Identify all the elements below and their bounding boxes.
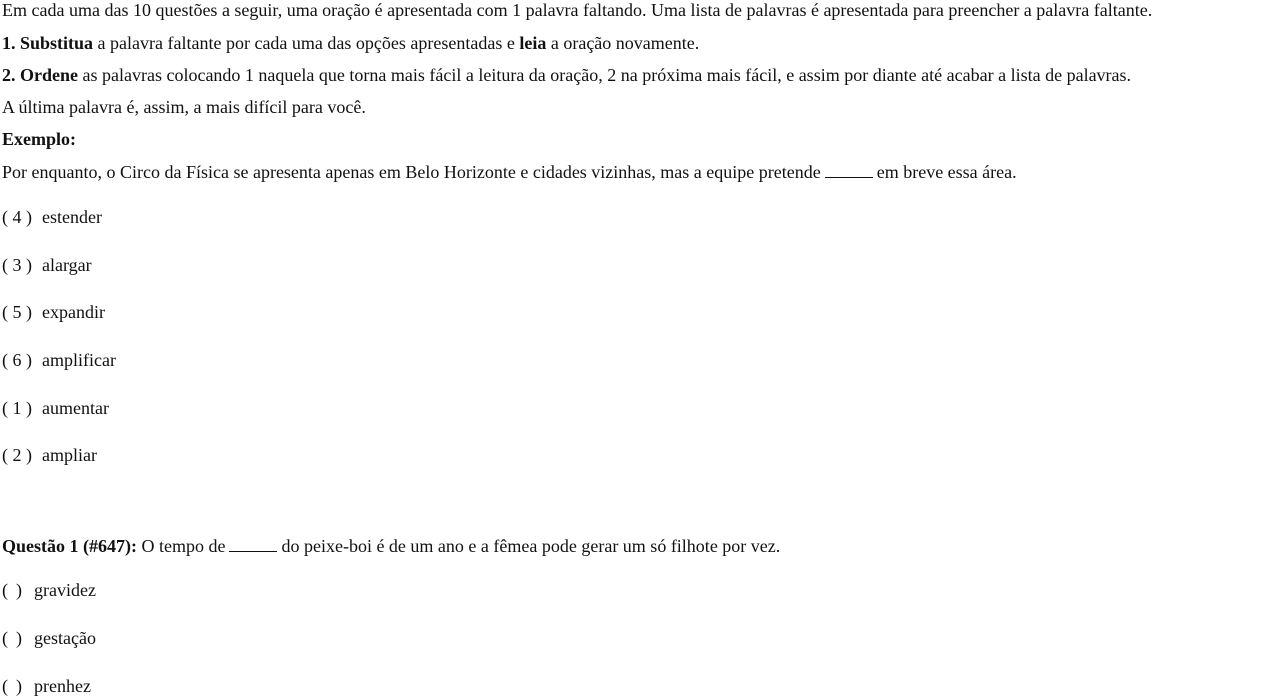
intro-step-2 bbox=[2, 65, 1131, 85]
example-sentence-before: Por enquanto, o Circo da Física se apresenta apenas em Belo Horizonte e cidades vizinhas, mas a equipe pretende bbox=[2, 162, 821, 182]
example-word: amplificar bbox=[42, 350, 116, 370]
example-option bbox=[2, 207, 102, 227]
intro-step-1 bbox=[2, 33, 699, 53]
example-option bbox=[2, 350, 116, 370]
example-rank-box: ( 5 ) bbox=[2, 302, 32, 322]
step-1-keyword: 1. Substitua bbox=[2, 33, 94, 53]
step-1-text-b: a oração novamente. bbox=[546, 33, 700, 53]
question-1-blank bbox=[229, 539, 277, 552]
option-word: gravidez bbox=[34, 580, 96, 600]
example-rank-box: ( 2 ) bbox=[2, 445, 32, 465]
question-1-label: Questão 1 (#647): bbox=[2, 536, 137, 556]
example-rank-box: ( 1 ) bbox=[2, 398, 32, 418]
question-1-option[interactable] bbox=[2, 580, 96, 600]
example-rank: 1 bbox=[12, 398, 22, 418]
example-rank: 4 bbox=[12, 207, 22, 227]
example-heading bbox=[2, 129, 76, 149]
example-rank: 6 bbox=[12, 350, 22, 370]
rank-input-box[interactable]: ( ) bbox=[2, 676, 22, 696]
rank-input-box[interactable]: ( ) bbox=[2, 580, 22, 600]
option-word: prenhez bbox=[34, 676, 91, 696]
step-2-text: as palavras colocando 1 naquela que torna mais fácil a leitura da oração, 2 na próxima mais fácil, e assim por diante até acabar a lista de palavras. bbox=[78, 65, 1132, 85]
example-word: ampliar bbox=[42, 445, 97, 465]
example-option bbox=[2, 302, 105, 322]
example-rank-box: ( 3 ) bbox=[2, 255, 32, 275]
example-sentence bbox=[2, 162, 1017, 182]
question-1-sentence-after: do peixe-boi é de um ano e a fêmea pode gerar um só filhote por vez. bbox=[281, 536, 781, 556]
example-word: aumentar bbox=[42, 398, 109, 418]
example-sentence-after: em breve essa área. bbox=[876, 162, 1017, 182]
example-rank-box: ( 4 ) bbox=[2, 207, 32, 227]
example-rank: 2 bbox=[12, 445, 22, 465]
example-title: Exemplo: bbox=[2, 129, 76, 149]
intro-line-1 bbox=[2, 0, 1152, 20]
question-1-sentence bbox=[2, 536, 780, 556]
question-1-option[interactable] bbox=[2, 676, 91, 696]
step-1-text-a: a palavra faltante por cada uma das opções apresentadas e bbox=[93, 33, 520, 53]
example-option bbox=[2, 445, 97, 465]
example-word: expandir bbox=[42, 302, 105, 322]
example-option bbox=[2, 255, 92, 275]
example-word: alargar bbox=[42, 255, 92, 275]
example-word: estender bbox=[42, 207, 102, 227]
intro-note: A última palavra é, assim, a mais difícil para você. bbox=[2, 97, 366, 117]
step-2-keyword: 2. Ordene bbox=[2, 65, 78, 85]
example-rank-box: ( 6 ) bbox=[2, 350, 32, 370]
question-1-option[interactable] bbox=[2, 628, 96, 648]
example-rank: 5 bbox=[12, 302, 22, 322]
example-blank bbox=[825, 165, 873, 178]
step-1-keyword-read: leia bbox=[519, 33, 547, 53]
example-option bbox=[2, 398, 109, 418]
intro-line-4 bbox=[2, 97, 366, 117]
option-word: gestação bbox=[34, 628, 96, 648]
example-rank: 3 bbox=[12, 255, 22, 275]
question-1-sentence-before: O tempo de bbox=[136, 536, 226, 556]
rank-input-box[interactable]: ( ) bbox=[2, 628, 22, 648]
intro-text: Em cada uma das 10 questões a seguir, uma oração é apresentada com 1 palavra faltando. Uma lista de palavras é apresentada para preencher a palavra faltante. bbox=[2, 0, 1153, 20]
